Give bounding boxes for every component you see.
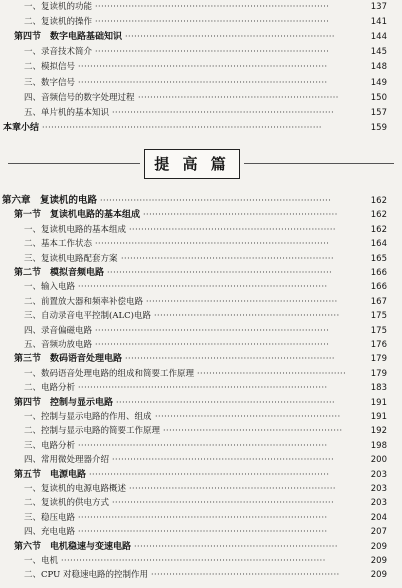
dot-leader: ······························································ [151, 570, 340, 580]
part-divider-right [244, 163, 394, 164]
toc-entry[interactable] [0, 454, 402, 466]
dot-leader: ·················································································· [78, 282, 328, 292]
toc-entry[interactable] [0, 339, 402, 351]
dot-leader: ······························································· [146, 296, 338, 306]
dot-leader: ··············································································· [89, 469, 330, 479]
toc-entry-title: 三、复读机电路配套方案 [24, 253, 118, 264]
toc-entry[interactable] [0, 267, 402, 279]
dot-leader: ····································································· [125, 32, 335, 42]
toc-entry-title: 二、模拟信号 [24, 62, 76, 73]
toc-entry-page: 192 [370, 426, 387, 437]
toc-entry[interactable] [0, 483, 402, 495]
toc-entry-title: 第一节 复读机电路的基本组成 [14, 210, 141, 221]
toc-entry[interactable] [0, 224, 402, 236]
toc-entry-title: 第五节 电源电路 [14, 469, 87, 480]
toc-entry-title: 五、音频功放电路 [24, 340, 93, 350]
toc-entry-page: 191 [370, 412, 387, 422]
toc-entry-page: 209 [370, 570, 387, 581]
toc-entry-page: 166 [370, 282, 387, 293]
toc-entry-page: 167 [370, 296, 387, 307]
toc-entry[interactable] [0, 31, 402, 43]
dot-leader: ···································································· [129, 484, 336, 493]
dot-leader: ········································································· [112, 498, 335, 508]
dot-leader: ····································································· [125, 354, 335, 364]
toc-entry[interactable] [0, 46, 402, 58]
toc-entry[interactable] [0, 440, 402, 452]
toc-entry[interactable] [0, 512, 402, 524]
toc-entry-page: 203 [370, 498, 387, 509]
toc-entry[interactable] [0, 195, 402, 207]
toc-entry-page: 198 [370, 440, 387, 451]
toc-entry[interactable] [0, 238, 402, 250]
dot-leader: ·················································································· [78, 383, 328, 393]
toc-entry[interactable] [0, 1, 402, 13]
toc-entry-title: 一、电机 [24, 556, 59, 566]
toc-entry-title: 一、数码语音处理电路的组成和简要工作原理 [24, 368, 195, 379]
dot-leader: ····························································· [155, 412, 341, 421]
dot-leader: ············································································· [95, 340, 330, 349]
dot-leader: ···································································· [129, 224, 336, 234]
toc-entry[interactable] [0, 122, 402, 134]
toc-entry[interactable] [0, 469, 402, 481]
toc-entry[interactable] [0, 368, 402, 380]
toc-entry-title: 三、自动录音电平控制(ALC)电路 [24, 311, 151, 322]
toc-entry-title: 第四节 控制与显示电路 [14, 397, 114, 408]
toc-entry-title: 四、常用微处理器介绍 [24, 455, 110, 466]
toc-entry-title: 四、录音偏磁电路 [24, 325, 93, 336]
dot-leader: ············································································· [95, 325, 330, 335]
toc-entry[interactable] [0, 107, 402, 119]
toc-entry-page: 203 [370, 484, 387, 494]
dot-leader: ········································································· [112, 455, 335, 465]
toc-entry-page: 175 [370, 325, 387, 336]
toc-entry[interactable] [0, 296, 402, 308]
toc-entry-page: 207 [370, 527, 387, 538]
dot-leader: ································································ [143, 210, 338, 220]
dot-leader: ·················································································· [78, 527, 328, 537]
toc-entry-title: 本章小结 [3, 122, 40, 133]
toc-entry[interactable] [0, 61, 402, 73]
toc-entry[interactable] [0, 353, 402, 365]
toc-entry[interactable] [0, 92, 402, 104]
toc-entry-page: 145 [370, 47, 387, 58]
toc-entry-title: 二、控制与显示电路的简要工作原理 [24, 426, 161, 437]
toc-entry-page: 179 [370, 368, 387, 379]
toc-entry-title: 三、数字信号 [24, 77, 76, 88]
toc-entry-title: 一、输入电路 [24, 282, 76, 293]
toc-entry-title: 第六节 电机稳速与变速电路 [14, 541, 132, 552]
dot-leader: ············································································· [95, 47, 330, 57]
toc-entry-title: 第六章 复读机的电路 [2, 195, 98, 206]
toc-entry[interactable] [0, 325, 402, 337]
toc-entry[interactable] [0, 425, 402, 437]
toc-entry-page: 141 [370, 17, 387, 28]
toc-entry[interactable] [0, 253, 402, 265]
toc-entry-title: 一、复读机的功能 [24, 2, 93, 12]
toc-entry-page: 209 [370, 556, 387, 566]
toc-entry[interactable] [0, 382, 402, 394]
toc-entry-title: 三、稳压电路 [24, 512, 76, 523]
toc-entry[interactable] [0, 397, 402, 409]
toc-entry[interactable] [0, 526, 402, 538]
part-title: 提 高 篇 [144, 149, 240, 179]
dot-leader: ···························································································· [42, 122, 322, 132]
toc-entry-title: 一、复读机电路的基本组成 [24, 224, 127, 235]
toc-entry-page: 164 [370, 239, 387, 250]
toc-entry-page: 162 [370, 196, 387, 206]
toc-entry-page: 175 [370, 311, 387, 322]
toc-entry-page: 204 [370, 512, 387, 523]
toc-entry-title: 第四节 数字电路基础知识 [14, 32, 123, 43]
toc-entry-page: 148 [370, 62, 387, 73]
dot-leader: ·················································································· [78, 512, 328, 522]
dot-leader: ············································································ [100, 196, 332, 205]
toc-entry[interactable] [0, 497, 402, 509]
toc-entry[interactable] [0, 569, 402, 581]
toc-entry-title: 二、复读机的操作 [24, 17, 93, 28]
toc-entry-title: 二、电路分析 [24, 383, 76, 394]
dot-leader: ············································································· [95, 2, 330, 11]
toc-entry-page: 157 [370, 107, 387, 118]
toc-entry-page: 137 [370, 2, 387, 12]
toc-entry[interactable] [0, 281, 402, 293]
toc-entry-page: 191 [370, 397, 387, 408]
toc-entry-page: 144 [370, 32, 387, 43]
dot-leader: ············································································· [95, 239, 330, 249]
toc-entry[interactable] [0, 555, 402, 567]
dot-leader: ······································································ [121, 253, 335, 263]
toc-entry-title: 四、音频信号的数字处理过程 [24, 92, 135, 103]
toc-entry-title: 二、复读机的供电方式 [24, 498, 110, 509]
toc-entry-title: 一、控制与显示电路的作用、组成 [24, 412, 152, 422]
dot-leader: ·········································································· [107, 268, 333, 277]
toc-entry-page: 209 [370, 541, 387, 552]
toc-entry[interactable] [0, 541, 402, 553]
toc-entry-page: 183 [370, 383, 387, 394]
toc-entry-page: 162 [370, 210, 387, 221]
dot-leader: ·················································································· [78, 62, 328, 72]
toc-entry-title: 一、复读机的电源电路概述 [24, 484, 127, 494]
toc-entry[interactable] [0, 77, 402, 89]
toc-entry-title: 四、充电电路 [24, 527, 76, 538]
dot-leader: ··························································· [163, 426, 343, 436]
toc-entry-page: 150 [370, 92, 387, 103]
toc-entry-title: 一、录音技术简介 [24, 47, 93, 58]
dot-leader: ·································································· [138, 92, 339, 102]
dot-leader: ··································································· [134, 541, 338, 551]
dot-leader: ····························································· [154, 311, 340, 321]
toc-entry-title: 三、电路分析 [24, 440, 76, 451]
toc-entry-page: 166 [370, 268, 387, 278]
dot-leader: ······················································································· [61, 556, 326, 565]
toc-entry-page: 176 [370, 340, 387, 350]
toc-entry-page: 203 [370, 469, 387, 480]
toc-entry-page: 200 [370, 455, 387, 466]
toc-entry-title: 二、基本工作状态 [24, 239, 93, 250]
dot-leader: ············································································· [95, 17, 330, 27]
toc-entry-title: 五、单片机的基本知识 [24, 107, 110, 118]
toc-entry[interactable] [0, 16, 402, 28]
toc-entry[interactable] [0, 310, 402, 322]
toc-entry-page: 179 [370, 354, 387, 365]
toc-entry-page: 149 [370, 77, 387, 88]
toc-entry-page: 159 [370, 122, 387, 133]
toc-entry-title: 二、前置放大器和频率补偿电路 [24, 296, 144, 307]
toc-entry-title: 二、CPU 对稳速电路的控制作用 [24, 570, 148, 581]
toc-entry[interactable] [0, 209, 402, 221]
toc-entry-title: 第二节 模拟音频电路 [14, 268, 105, 278]
dot-leader: ········································································· [112, 107, 335, 117]
toc-entry-page: 165 [370, 253, 387, 264]
part-divider-left [8, 163, 140, 164]
dot-leader: ·················································································· [78, 77, 328, 87]
dot-leader: ················································· [197, 368, 347, 378]
toc-entry[interactable] [0, 411, 402, 423]
toc-entry-page: 162 [370, 224, 387, 235]
dot-leader: ········································································ [116, 397, 336, 407]
dot-leader: ·················································································· [78, 440, 328, 450]
toc-entry-title: 第三节 数码语音处理电路 [14, 354, 123, 365]
